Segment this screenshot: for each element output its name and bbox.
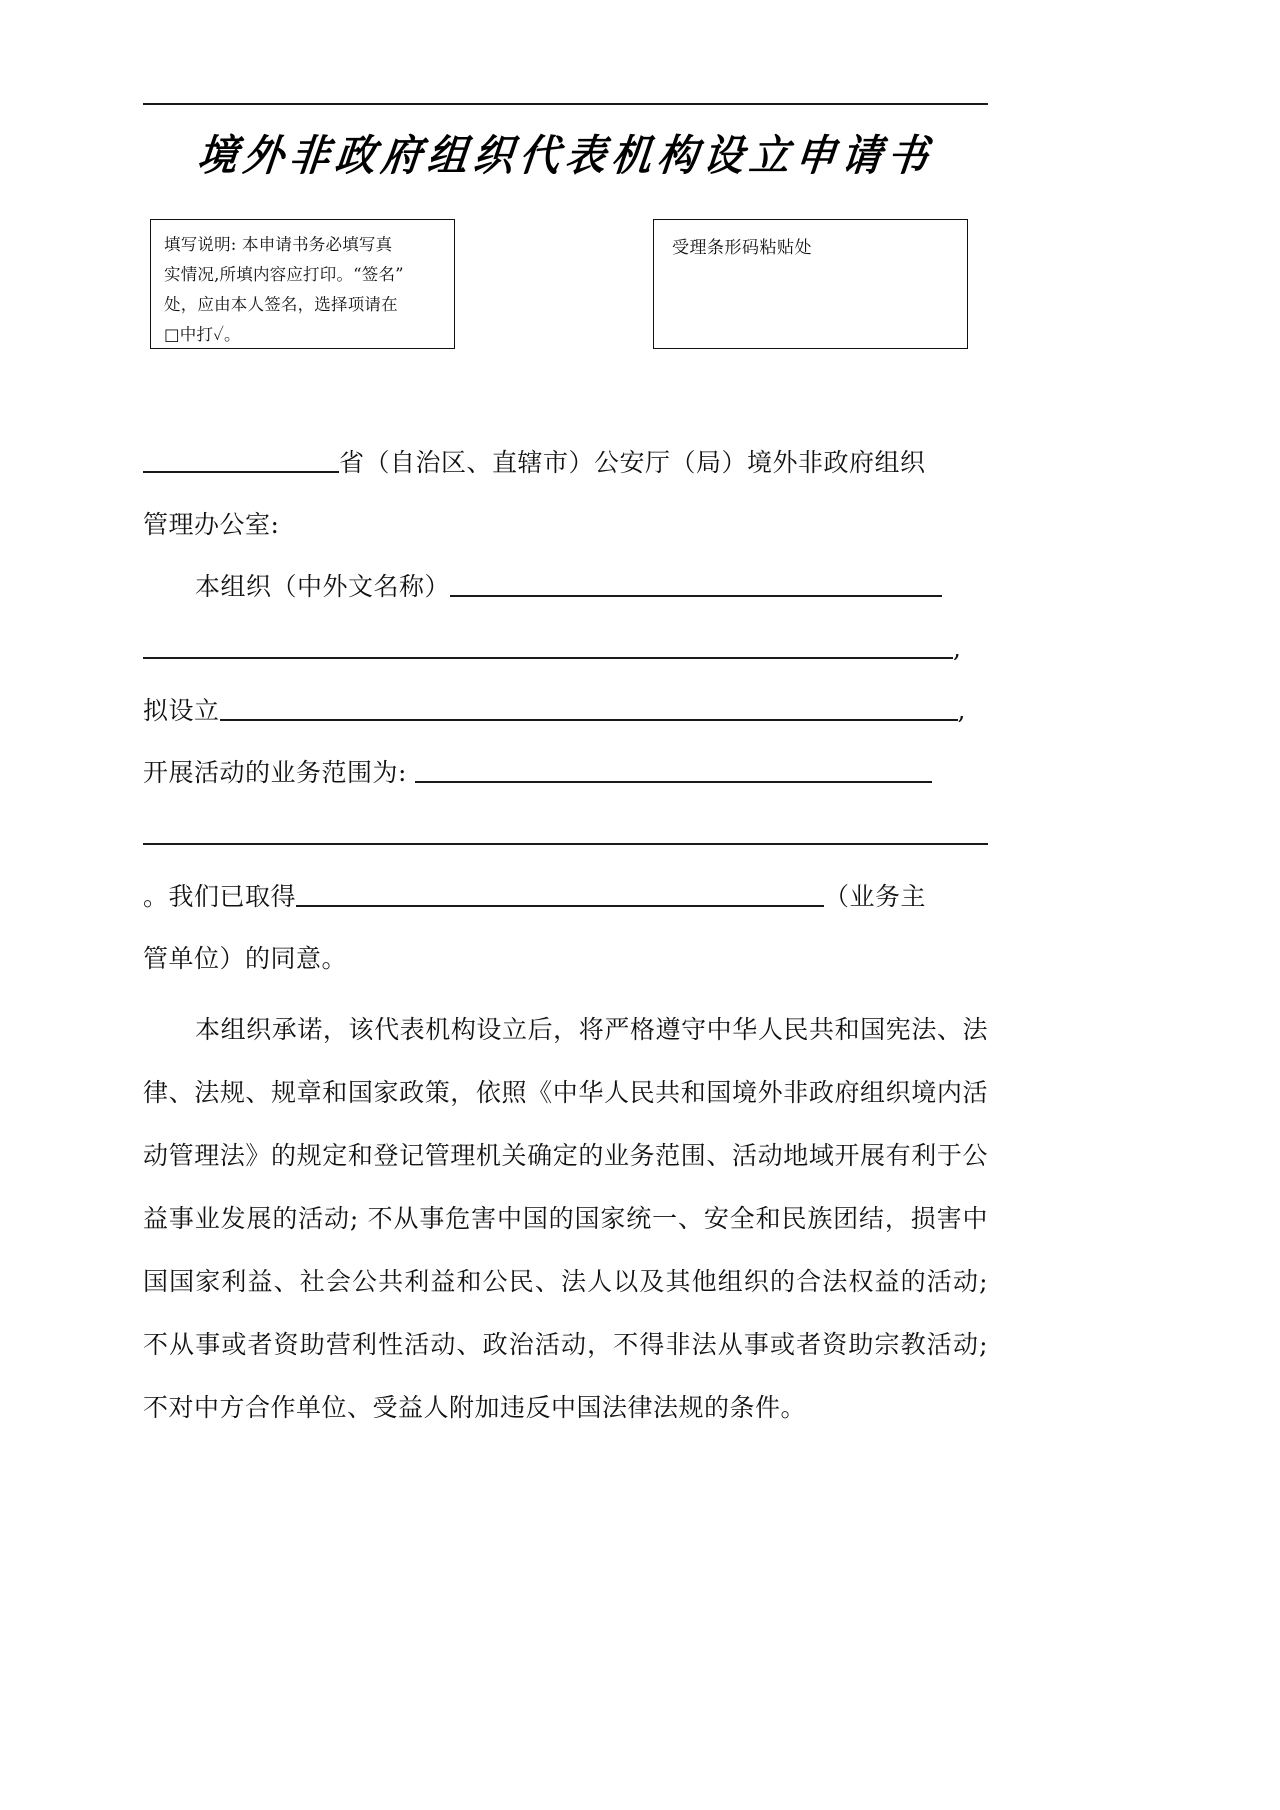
- obtained-prefix-text: 。我们已取得: [143, 882, 297, 911]
- establish-line: [143, 680, 988, 742]
- establish-trailing-comma: ,: [957, 696, 966, 725]
- addressee-office-text: 管理办公室:: [143, 510, 280, 539]
- obtained-suffix-text: （业务主: [824, 882, 927, 911]
- commitment-paragraph: 本组织承诺，该代表机构设立后，将严格遵守中华人民共和国宪法、法律、法规、规章和国家政策，依照《中华人民共和国境外非政府组织境内活动管理法》的规定和登记管理机关确定的业务范围、活动地域开展有利于公益事业发展的活动; 不从事危害中国的国家统一、安全和民族团结，损害中国国家利益、社会公共利益和公民、法人以及其他组织的合法权益的活动; 不从事或者资助营利性活动、政治活动，不得非法从事或者资助宗教活动; 不对中方合作单位、受益人附加违反中国法律法规的条件。: [143, 1015, 988, 1422]
- scope-label: 开展活动的业务范围为:: [143, 758, 407, 787]
- addressee-line-2: [143, 494, 988, 556]
- scope-line: [143, 742, 988, 804]
- establish-blank-field[interactable]: [220, 693, 958, 721]
- org-name-continuation-line: [143, 618, 988, 680]
- supervisory-unit-blank-field[interactable]: [296, 879, 824, 907]
- addressee-line-1-text: 省（自治区、直辖市）公安厅（局）境外非政府组织: [339, 448, 926, 477]
- instruction-note-text: [164, 230, 442, 350]
- org-name-blank-field-continued[interactable]: [143, 631, 953, 659]
- obtained-consent-line: [143, 866, 988, 928]
- scope-blank-field[interactable]: [415, 755, 932, 783]
- scope-blank-field-continued[interactable]: [143, 817, 988, 845]
- org-name-trailing-comma: ,: [953, 634, 962, 663]
- obtained-line2-text: 管单位）的同意。: [143, 944, 348, 973]
- instruction-line-2: 实情况,所填内容应打印。“签名”: [164, 265, 404, 284]
- instruction-line-4-checkbox: □中打✓。: [164, 325, 241, 344]
- instruction-line-3: 处，应由本人签名，选择项请在: [164, 295, 398, 314]
- page-title: 境外非政府组织代表机构设立申请书: [194, 130, 937, 181]
- obtained-consent-line-2: [143, 928, 988, 990]
- org-name-blank-field[interactable]: [450, 569, 942, 597]
- establish-label: 拟设立: [143, 696, 220, 725]
- document-body: [143, 432, 988, 1439]
- instruction-note-box: [150, 219, 455, 349]
- org-name-label: 本组织（中外文名称）: [195, 572, 451, 601]
- addressee-line-1: [143, 432, 988, 494]
- province-blank-field[interactable]: [143, 445, 339, 473]
- org-name-line: [143, 556, 988, 618]
- instruction-line-1: 填写说明: 本申请书务必填写真: [164, 235, 393, 254]
- barcode-affix-label: 受理条形码粘贴处: [672, 238, 812, 258]
- header-divider-rule: [143, 103, 988, 105]
- scope-continuation-line: [143, 804, 988, 866]
- barcode-affix-box: [653, 219, 968, 349]
